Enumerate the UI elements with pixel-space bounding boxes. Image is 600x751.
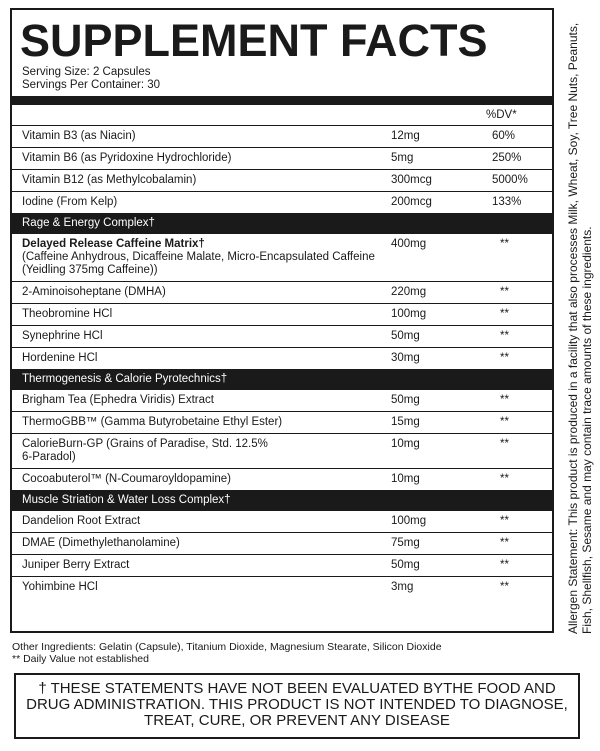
ingredient-dv: ** — [500, 238, 509, 250]
ingredient-amount: 3mg — [391, 581, 414, 593]
ingredient-dv: ** — [500, 286, 509, 298]
ingredient-amount: 50mg — [391, 330, 420, 342]
section-header-rage-energy: Rage & Energy Complex† — [12, 213, 552, 234]
nutrient-amount: 300mcg — [391, 174, 432, 186]
ingredient-amount: 10mg — [391, 473, 420, 485]
ingredient-amount: 100mg — [391, 515, 427, 527]
serving-size: Serving Size: 2 Capsules — [22, 66, 151, 78]
ingredient-dv: ** — [500, 308, 509, 320]
nutrient-amount: 5mg — [391, 152, 414, 164]
section-header-thermogenesis: Thermogenesis & Calorie Pyrotechnics† — [12, 369, 552, 390]
ingredient-name: CalorieBurn-GP (Grains of Paradise, Std. 12.5% 6-Paradol) — [22, 438, 268, 463]
ingredient-dv: ** — [500, 330, 509, 342]
nutrient-amount: 200mcg — [391, 196, 432, 208]
ingredient-row-caffeine-matrix — [12, 234, 552, 282]
ingredient-amount: 30mg — [391, 352, 420, 364]
nutrient-dv: 250% — [492, 152, 522, 164]
ingredient-row — [12, 304, 552, 326]
ingredient-amount: 50mg — [391, 394, 420, 406]
dv-header: %DV* — [486, 109, 517, 121]
ingredient-row — [12, 390, 552, 412]
ingredient-name: Dandelion Root Extract — [22, 515, 141, 527]
panel-title: SUPPLEMENT FACTS — [20, 15, 488, 66]
ingredient-amount: 10mg — [391, 438, 420, 450]
fda-disclaimer: † THESE STATEMENTS HAVE NOT BEEN EVALUATED BYTHE FOOD AND DRUG ADMINISTRATION. THIS PRODUCT IS NOT INTENDED TO DIAGNOSE, TREAT, CURE, OR PREVENT ANY DISEASE — [14, 673, 580, 739]
ingredient-amount: 220mg — [391, 286, 427, 298]
ingredient-row — [12, 511, 552, 533]
ingredient-name: 2-Aminoisoheptane (DMHA) — [22, 286, 166, 298]
nutrient-row — [12, 170, 552, 192]
ingredient-row — [12, 348, 552, 369]
nutrient-row — [12, 192, 552, 213]
ingredient-name: Cocoabuterol™ (N-Coumaroyldopamine) — [22, 473, 232, 485]
dv-header-row — [12, 105, 552, 126]
ingredient-row-calorieburn — [12, 434, 552, 469]
allergen-statement: Allergen Statement: This product is produced in a facility that also processes Milk, Wheat, Soy, Tree Nuts, Peanuts, Fish, Shellfish, Sesame and may contain trace amounts of these ingredients. — [566, 22, 594, 634]
ingredient-dv: ** — [500, 438, 509, 450]
ingredient-name: Juniper Berry Extract — [22, 559, 130, 571]
ingredient-dv: ** — [500, 352, 509, 364]
ingredient-amount: 50mg — [391, 559, 420, 571]
ingredient-amount: 100mg — [391, 308, 427, 320]
ingredient-dv: ** — [500, 537, 509, 549]
ingredient-amount: 15mg — [391, 416, 420, 428]
dv-note: ** Daily Value not established — [12, 653, 149, 665]
ingredient-dv: ** — [500, 581, 509, 593]
nutrient-name: Vitamin B3 (as Niacin) — [22, 130, 136, 142]
ingredient-name: DMAE (Dimethylethanolamine) — [22, 537, 180, 549]
section-header-muscle-striation: Muscle Striation & Water Loss Complex† — [12, 490, 552, 511]
ingredient-dv: ** — [500, 559, 509, 571]
ingredient-dv: ** — [500, 394, 509, 406]
ingredient-row — [12, 326, 552, 348]
ingredient-row — [12, 555, 552, 577]
ingredient-dv: ** — [500, 416, 509, 428]
nutrient-row — [12, 126, 552, 148]
ingredient-row — [12, 577, 552, 598]
footnotes — [12, 641, 552, 665]
ingredient-subtext: (Caffeine Anhydrous, Dicaffeine Malate, Micro-Encapsulated Caffeine (Yeidling 375mg Caffeine)) — [22, 251, 375, 276]
ingredient-amount: 400mg — [391, 238, 427, 250]
ingredient-name: Synephrine HCl — [22, 330, 103, 342]
ingredient-name: Theobromine HCl — [22, 308, 113, 320]
nutrient-row — [12, 148, 552, 170]
servings-per-container: Servings Per Container: 30 — [22, 79, 161, 91]
ingredient-row — [12, 533, 552, 555]
ingredient-dv: ** — [500, 473, 509, 485]
ingredient-dv: ** — [500, 515, 509, 527]
nutrient-dv: 133% — [492, 196, 522, 208]
ingredient-name: Yohimbine HCl — [22, 581, 98, 593]
nutrient-name: Vitamin B6 (as Pyridoxine Hydrochloride) — [22, 152, 232, 164]
nutrient-name: Iodine (From Kelp) — [22, 196, 118, 208]
nutrient-dv: 60% — [492, 130, 516, 142]
ingredient-amount: 75mg — [391, 537, 420, 549]
ingredient-row — [12, 282, 552, 304]
nutrient-dv: 5000% — [492, 174, 528, 186]
thick-divider — [12, 96, 552, 105]
nutrient-amount: 12mg — [391, 130, 420, 142]
ingredient-name: Delayed Release Caffeine Matrix† — [22, 238, 205, 250]
matrix-block — [12, 234, 392, 281]
other-ingredients: Other Ingredients: Gelatin (Capsule), Titanium Dioxide, Magnesium Stearate, Silicon Dioxide — [12, 641, 442, 653]
ingredient-name: Brigham Tea (Ephedra Viridis) Extract — [22, 394, 214, 406]
supplement-facts-panel — [10, 8, 554, 633]
ingredient-row — [12, 469, 552, 490]
ingredient-row — [12, 412, 552, 434]
ingredient-name: Hordenine HCl — [22, 352, 98, 364]
ingredient-name: ThermoGBB™ (Gamma Butyrobetaine Ethyl Ester) — [22, 416, 283, 428]
nutrient-name: Vitamin B12 (as Methylcobalamin) — [22, 174, 197, 186]
